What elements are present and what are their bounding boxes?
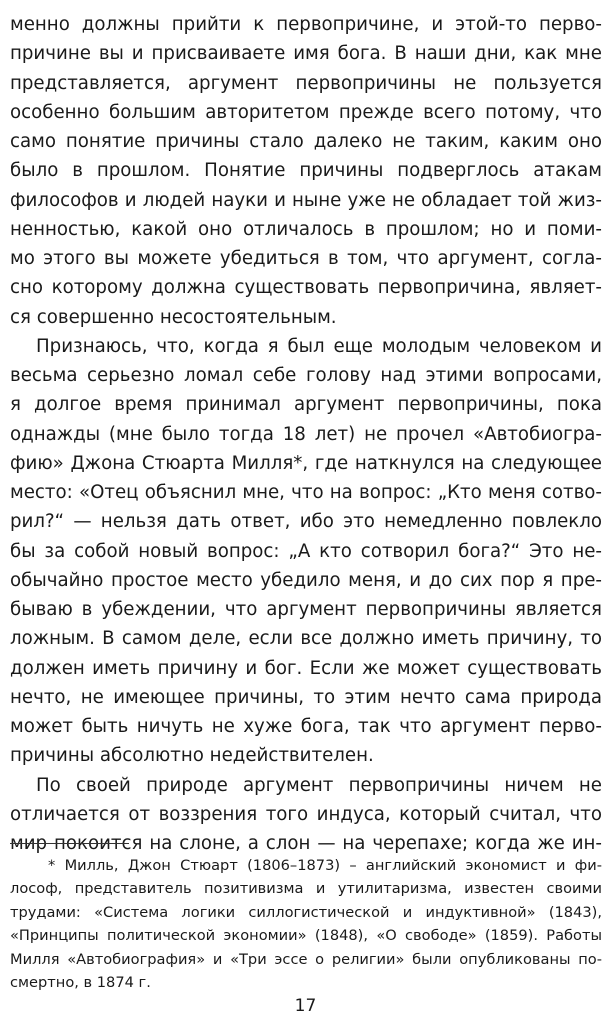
text-line: рил?“ — нельзя дать ответ, ибо это немедленно повлекло [10, 511, 602, 533]
text-line: место: «Отец объяснил мне, что на вопрос: „Кто меня сотво- [10, 482, 602, 503]
text-line: обычайно простое место убедило меня, и до сих пор я пре- [10, 569, 602, 591]
text-line: бы за собой новый вопрос: „А кто сотворил бога?“ Это не- [10, 540, 602, 562]
footnote-line: «Принципы политической экономии» (1848), «О свободе» (1859). Работы [10, 927, 602, 945]
text-line: однажды (мне было тогда 18 лет) не прочел «Автобиогра- [10, 423, 602, 445]
text-line: нечто, не имеющее причины, то этим нечто сама природа [10, 686, 602, 708]
text-line: особенно большим авторитетом прежде всего потому, что [10, 101, 602, 123]
footnote-line: * Милль, Джон Стюарт (1806–1873) – английский экономист и фи- [48, 857, 602, 874]
text-line: должен иметь причину и бог. Если же может существовать [10, 657, 602, 679]
text-line: менно должны прийти к первопричине, и этой-то перво- [10, 14, 602, 35]
footnote-line: трудами: «Система логики силлогистической и индуктивной» (1843), [10, 903, 602, 921]
footnote-divider [10, 843, 129, 844]
footnote-line: лософ, представитель позитивизма и утилитаризма, известен своими [10, 880, 602, 898]
text-line: весьма серьезно ломал себе голову над этими вопросами, [10, 365, 602, 386]
paragraph-end-line: причины абсолютно недействителен. [10, 745, 374, 767]
page-number: 17 [294, 996, 317, 1016]
text-line: бываю в убеждении, что аргумент первопричины является [10, 599, 602, 620]
footnote-line: смертно, в 1874 г. [10, 973, 151, 991]
text-line: может быть ничуть не хуже бога, так что аргумент перво- [10, 716, 602, 737]
main-text [10, 10, 602, 858]
paragraph-start-line: Признаюсь, что, когда я был еще молодым человеком и [36, 335, 602, 357]
text-line: мо этого вы можете убедиться в том, что аргумент, согла- [10, 248, 602, 269]
text-line: мир покоится на слоне, а слон — на черепахе; когда же ин- [10, 833, 602, 854]
footnote [10, 854, 602, 994]
footnote-line: Милля «Автобиография» и «Три эссе о религии» были опубликованы по- [10, 950, 602, 968]
paragraph-end-line: ся совершенно несостоятельным. [10, 306, 337, 328]
text-line: я долгое время принимал аргумент первопричины, пока [10, 394, 602, 416]
text-line: было в прошлом. Понятие причины подверглось атакам [10, 160, 602, 182]
text-line: ложным. В самом деле, если все должно иметь причину, то [10, 628, 602, 650]
text-line: причине вы и присваиваете имя бога. В наши дни, как мне [10, 43, 602, 65]
text-line: сно которому должна существовать первопричина, являет- [10, 277, 602, 299]
text-line: философов и людей науки и ныне уже не обладает той жиз- [10, 189, 602, 211]
paragraph-start-line: По своей природе аргумент первопричины ничем не [36, 774, 602, 796]
text-line: ненностью, какой оно отличалось в прошлом; но и поми- [10, 218, 602, 240]
text-line: представляется, аргумент первопричины не пользуется [10, 72, 602, 94]
text-line: само понятие причины стало далеко не таким, каким оно [10, 131, 602, 152]
text-line: отличается от воззрения того индуса, который считал, что [10, 803, 602, 825]
text-line: фию» Джона Стюарта Милля*, где наткнулся на следующее [10, 452, 602, 474]
